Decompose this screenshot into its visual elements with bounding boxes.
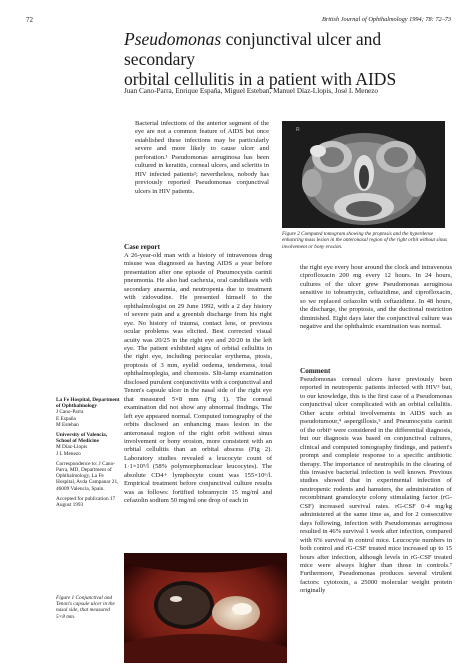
title-italic-word: Pseudomonas [124,29,222,49]
abstract-paragraph: Bacterial infections of the anterior segment of the eye are not a common feature of AIDS but once established these infections may be particularly severe and more likely to cause ulcer and perforation.¹ Pseudomonas aeruginosa has been cultured in keratitis, corneal ulcers, and scleritis in HIV infected patients²; nevertheless, nobody has previously reported Pseudomonas conjunctival ulcers in HIV patients. [135,120,269,195]
author-list: Juan Cano-Parra, Enrique España, Miguel Esteban, Manuel Díaz-Llopis, José L Menezo [124,87,379,95]
title-line2: orbital cellulitis in a patient with AIDS [124,69,397,89]
case-report-heading: Case report [124,243,160,251]
affiliations-block [56,397,120,508]
affiliation-1-institution: La Fe Hospital, Department of Ophthalmology [56,397,120,410]
affiliation-1-name: M Esteban [56,421,79,428]
figure-1-caption: Figure 1 Conjunctival and Tenon's capsule ulcer in the nasal side, that measured 5×8 mm. [56,595,115,620]
ct-scan-figure [282,121,445,228]
eye-photograph-figure [124,553,287,663]
affiliation-2-name: M Díaz-Llopis [56,444,88,451]
article-title [124,29,454,89]
comment-text: Pseudomonas corneal ulcers have previously been reported in neutropenic patients infected with HIV³ but, to our knowledge, this is the first case of a Pseudomonas conjunctival ulcer complicated with an orbital cellulitis. Other acute orbital involvements in AIDS such as pseudotumour,⁴ aspergillosis,⁵ and Pneumocystis carinii of the orbit⁶ were considered in the differential diagnosis, but our diagnosis was based on conjunctival cultures, clinical and computed tomography findings, and patient's prompt and complete response to a specific antibiotic therapy. The importance of neutrophils in the clearing of this invasive bacterial infection is well known. Previous studies showed that in experimental infection of neutropenic rodents and hamsters, the administration of recombinant granulocyte colony stimulating factor (rG-CSF) increased survival rates. rG-CSF 0·4 mg/kg administered at the same time as, and for 2 consecutive days following, infection with Pseudomonas aeruginosa resulted in 46% survival 1 week after infection, compared with 6% survival in control mice. Leucocyte numbers in both control and rG-CSF treated mice increased up to 15 hours after infection, although levels in rG-CSF treated mice were always higher than those in controls.⁷ Furthermore, Pseudomonas produces several virulent factors: cytotoxin, a 25000 molecular weight protein originally [300,376,452,595]
accepted-date: Accepted for publication 17 August 1993 [56,495,116,509]
eye-ulcer-illustration [124,553,287,663]
comment-heading: Comment [300,367,331,375]
title-line1: conjunctival ulcer and secondary [124,29,382,69]
affiliation-2-institution: University of Valencia, School of Medicine [56,432,108,445]
page-number: 72 [26,16,33,24]
case-report-text: A 26-year-old man with a history of intravenous drug misuse was diagnosed as having AIDS a year before presentation after one episode of Pneumocystis carinii pneumonia. He also had cachexia, oral candidiasis with secondary anaemia, and neutropenia due to treatment with zidovudine. He presented himself to the ophthalmologist on 29 June 1992, with a 2 day history of severe pain and a greenish discharge from his right eye. No history of trauma, contact lens, or previous ocular problems was elicited. Best corrected visual acuity was 20/25 in the right eye and 20/20 in the left eye. The patient exhibited signs of orbital cellulitis in the right eye, including periocular erythema, ptosis, proptosis of 3 mm, eyelid oedema, tenderness, total ophthalmoplegia, and chemosis. Slit-lamp examination disclosed purulent conjunctivitis with a conjunctival and Tenon's capsule ulcer in the nasal side of the right eye that measured 5×8 mm (Fig 1). The corneal examination did not show any abnormal findings. The left eye appeared normal. Computed tomography of the orbits disclosed an enhancing mass lesion in the anteronasal region of the right orbit without sinus involvement or bony erosion, more consistent with an orbital cellulitis than an orbital abscess (Fig 2). Laboratory studies revealed a leucocyte count of 1·1×10⁹/l (58% polymorphonuclear leucocytes). The absolute CD4+ lymphocyte count was 155×10⁶/l. Empirical treatment before conjunctival culture results was as follows: fortified tobramycin 15 mg/ml and cefazolin sodium 50 mg/ml one drop of each in [124,252,273,505]
ct-scan-illustration [282,121,445,228]
journal-reference: British Journal of Ophthalmology 1994; 78: 72–73 [322,16,452,23]
affiliation-2-name: J L Menezo [56,450,81,457]
correspondence-note: Correspondence to: J Cano-Parra, MD, Department of Ophthalmology, La Fe Hospital, Avda Campanar 21, 46009 Valencia, Spain. [56,460,119,492]
affiliation-1-name: E España [56,415,76,422]
figure-2-caption: Figure 2 Computed tomogram showing the proptosis and the hyperdense enhancing mass lesion in the anteronasal region of the right orbit without sinus involvement or bony erosion. [282,231,448,250]
case-report-continued: the right eye every hour around the clock and intravenous ciprofloxacin 200 mg every 12 hours. In 24 hours, cultures of the ulcer grew Pseudomonas aeruginosa sensitive to tobramycin, ceftazidime, and ciprofloxacin, so we replaced cefazolin with ceftazidime. In 48 hours, the discharge, the proptosis, and the ductional restriction diminished. Eight days later the conjunctival culture was negative and the ophthalmic examination was normal. [300,264,452,331]
affiliation-1-name: J Cano-Parra [56,409,84,416]
svg-text:R: R [296,127,300,133]
